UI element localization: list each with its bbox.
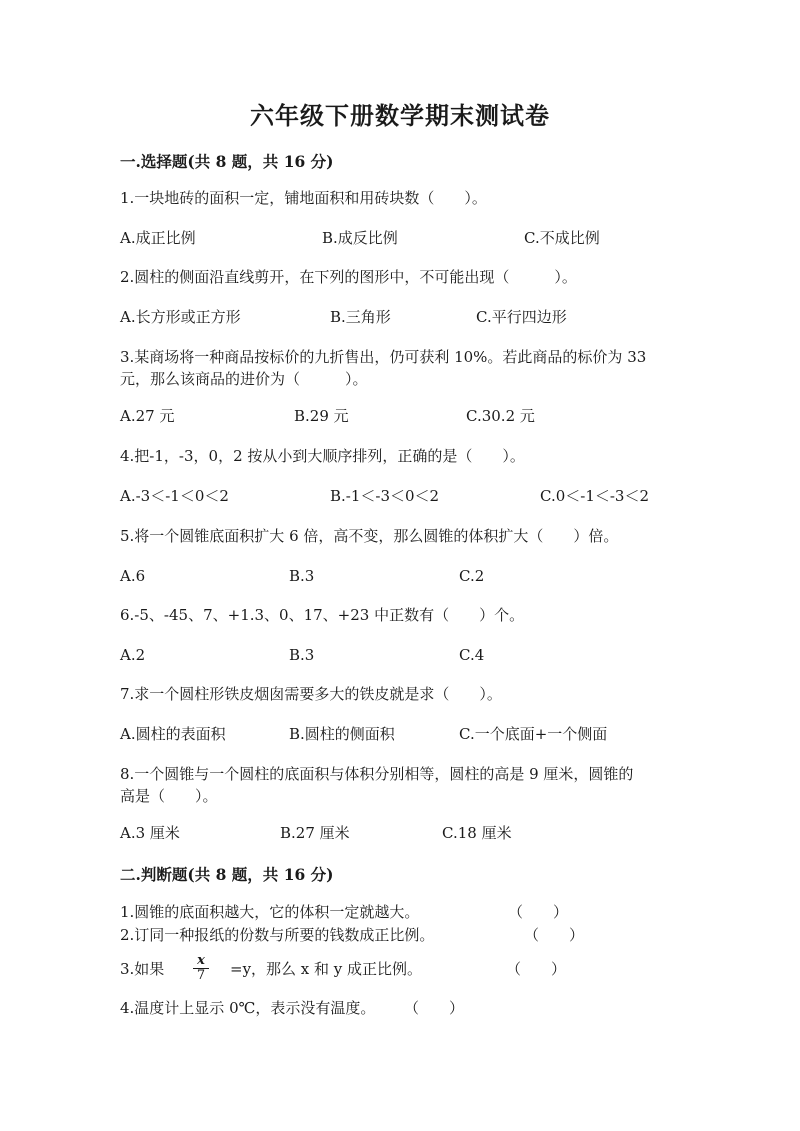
question-6-stem: 6.-5、-45、7、+1.3、0、17、+23 中正数有（ ）个。 <box>120 606 525 624</box>
question-5-stem: 5.将一个圆锥底面积扩大 6 倍，高不变，那么圆锥的体积扩大（ ）倍。 <box>120 527 619 545</box>
judgement-3-suffix: =y，那么 x 和 y 成正比例。 <box>230 960 423 978</box>
judgement-1-answer-blank: （ ） <box>508 903 569 921</box>
question-4-option-c: C.0＜-1＜-3＜2 <box>540 487 650 505</box>
fraction-numerator: x <box>193 954 209 969</box>
section-heading-choice: 一.选择题(共 8 题，共 16 分) <box>120 152 334 171</box>
fraction-denominator: 7 <box>196 968 206 983</box>
question-2-option-b: B.三角形 <box>330 308 391 326</box>
question-8-option-a: A.3 厘米 <box>120 824 180 842</box>
question-3-option-a: A.27 元 <box>120 407 175 425</box>
question-2-stem: 2.圆柱的侧面沿直线剪开，在下列的图形中，不可能出现（ ）。 <box>120 268 577 286</box>
question-8-option-b: B.27 厘米 <box>280 824 350 842</box>
question-3-option-c: C.30.2 元 <box>466 407 535 425</box>
question-5-option-b: B.3 <box>289 567 315 585</box>
question-2-option-a: A.长方形或正方形 <box>120 308 241 326</box>
question-7-option-c: C.一个底面+一个侧面 <box>459 725 608 743</box>
question-1-option-a: A.成正比例 <box>120 229 196 247</box>
question-3-stem-line-2: 元，那么该商品的进价为（ ）。 <box>120 370 368 388</box>
judgement-3-answer-blank: （ ） <box>506 960 567 978</box>
judgement-1-text: 1.圆锥的底面积越大，它的体积一定就越大。 <box>120 903 420 921</box>
question-5-option-c: C.2 <box>459 567 485 585</box>
question-7-option-b: B.圆柱的侧面积 <box>289 725 395 743</box>
question-5-option-a: A.6 <box>120 567 146 585</box>
question-8-option-c: C.18 厘米 <box>442 824 512 842</box>
question-4-option-a: A.-3＜-1＜0＜2 <box>120 487 229 505</box>
question-1-option-c: C.不成比例 <box>524 229 600 247</box>
section-heading-judgement: 二.判断题(共 8 题，共 16 分) <box>120 865 334 884</box>
question-4-stem: 4.把-1，-3，0，2 按从小到大顺序排列，正确的是（ ）。 <box>120 447 525 465</box>
question-6-option-c: C.4 <box>459 646 485 664</box>
judgement-2-answer-blank: （ ） <box>524 926 585 944</box>
question-7-stem: 7.求一个圆柱形铁皮烟囱需要多大的铁皮就是求（ ）。 <box>120 685 502 703</box>
question-6-option-a: A.2 <box>120 646 146 664</box>
page-title: 六年级下册数学期末测试卷 <box>250 101 550 130</box>
question-7-option-a: A.圆柱的表面积 <box>120 725 226 743</box>
question-3-stem-line-1: 3.某商场将一种商品按标价的九折售出，仍可获利 10%。若此商品的标价为 33 <box>120 348 647 366</box>
question-2-option-c: C.平行四边形 <box>476 308 567 326</box>
question-1-option-b: B.成反比例 <box>322 229 398 247</box>
judgement-2-text: 2.订同一种报纸的份数与所要的钱数成正比例。 <box>120 926 435 944</box>
question-8-stem-line-1: 8.一个圆锥与一个圆柱的底面积与体积分别相等，圆柱的高是 9 厘米，圆锥的 <box>120 765 634 783</box>
question-8-stem-line-2: 高是（ ）。 <box>120 787 218 805</box>
fraction-x-over-7 <box>193 954 209 983</box>
question-3-option-b: B.29 元 <box>294 407 349 425</box>
judgement-4-answer-blank: （ ） <box>404 999 465 1017</box>
question-1-stem: 1.一块地砖的面积一定，铺地面积和用砖块数（ ）。 <box>120 189 487 207</box>
judgement-4-text: 4.温度计上显示 0℃，表示没有温度。 <box>120 999 376 1017</box>
question-4-option-b: B.-1＜-3＜0＜2 <box>330 487 440 505</box>
question-6-option-b: B.3 <box>289 646 315 664</box>
judgement-3-prefix: 3.如果 <box>120 960 165 978</box>
